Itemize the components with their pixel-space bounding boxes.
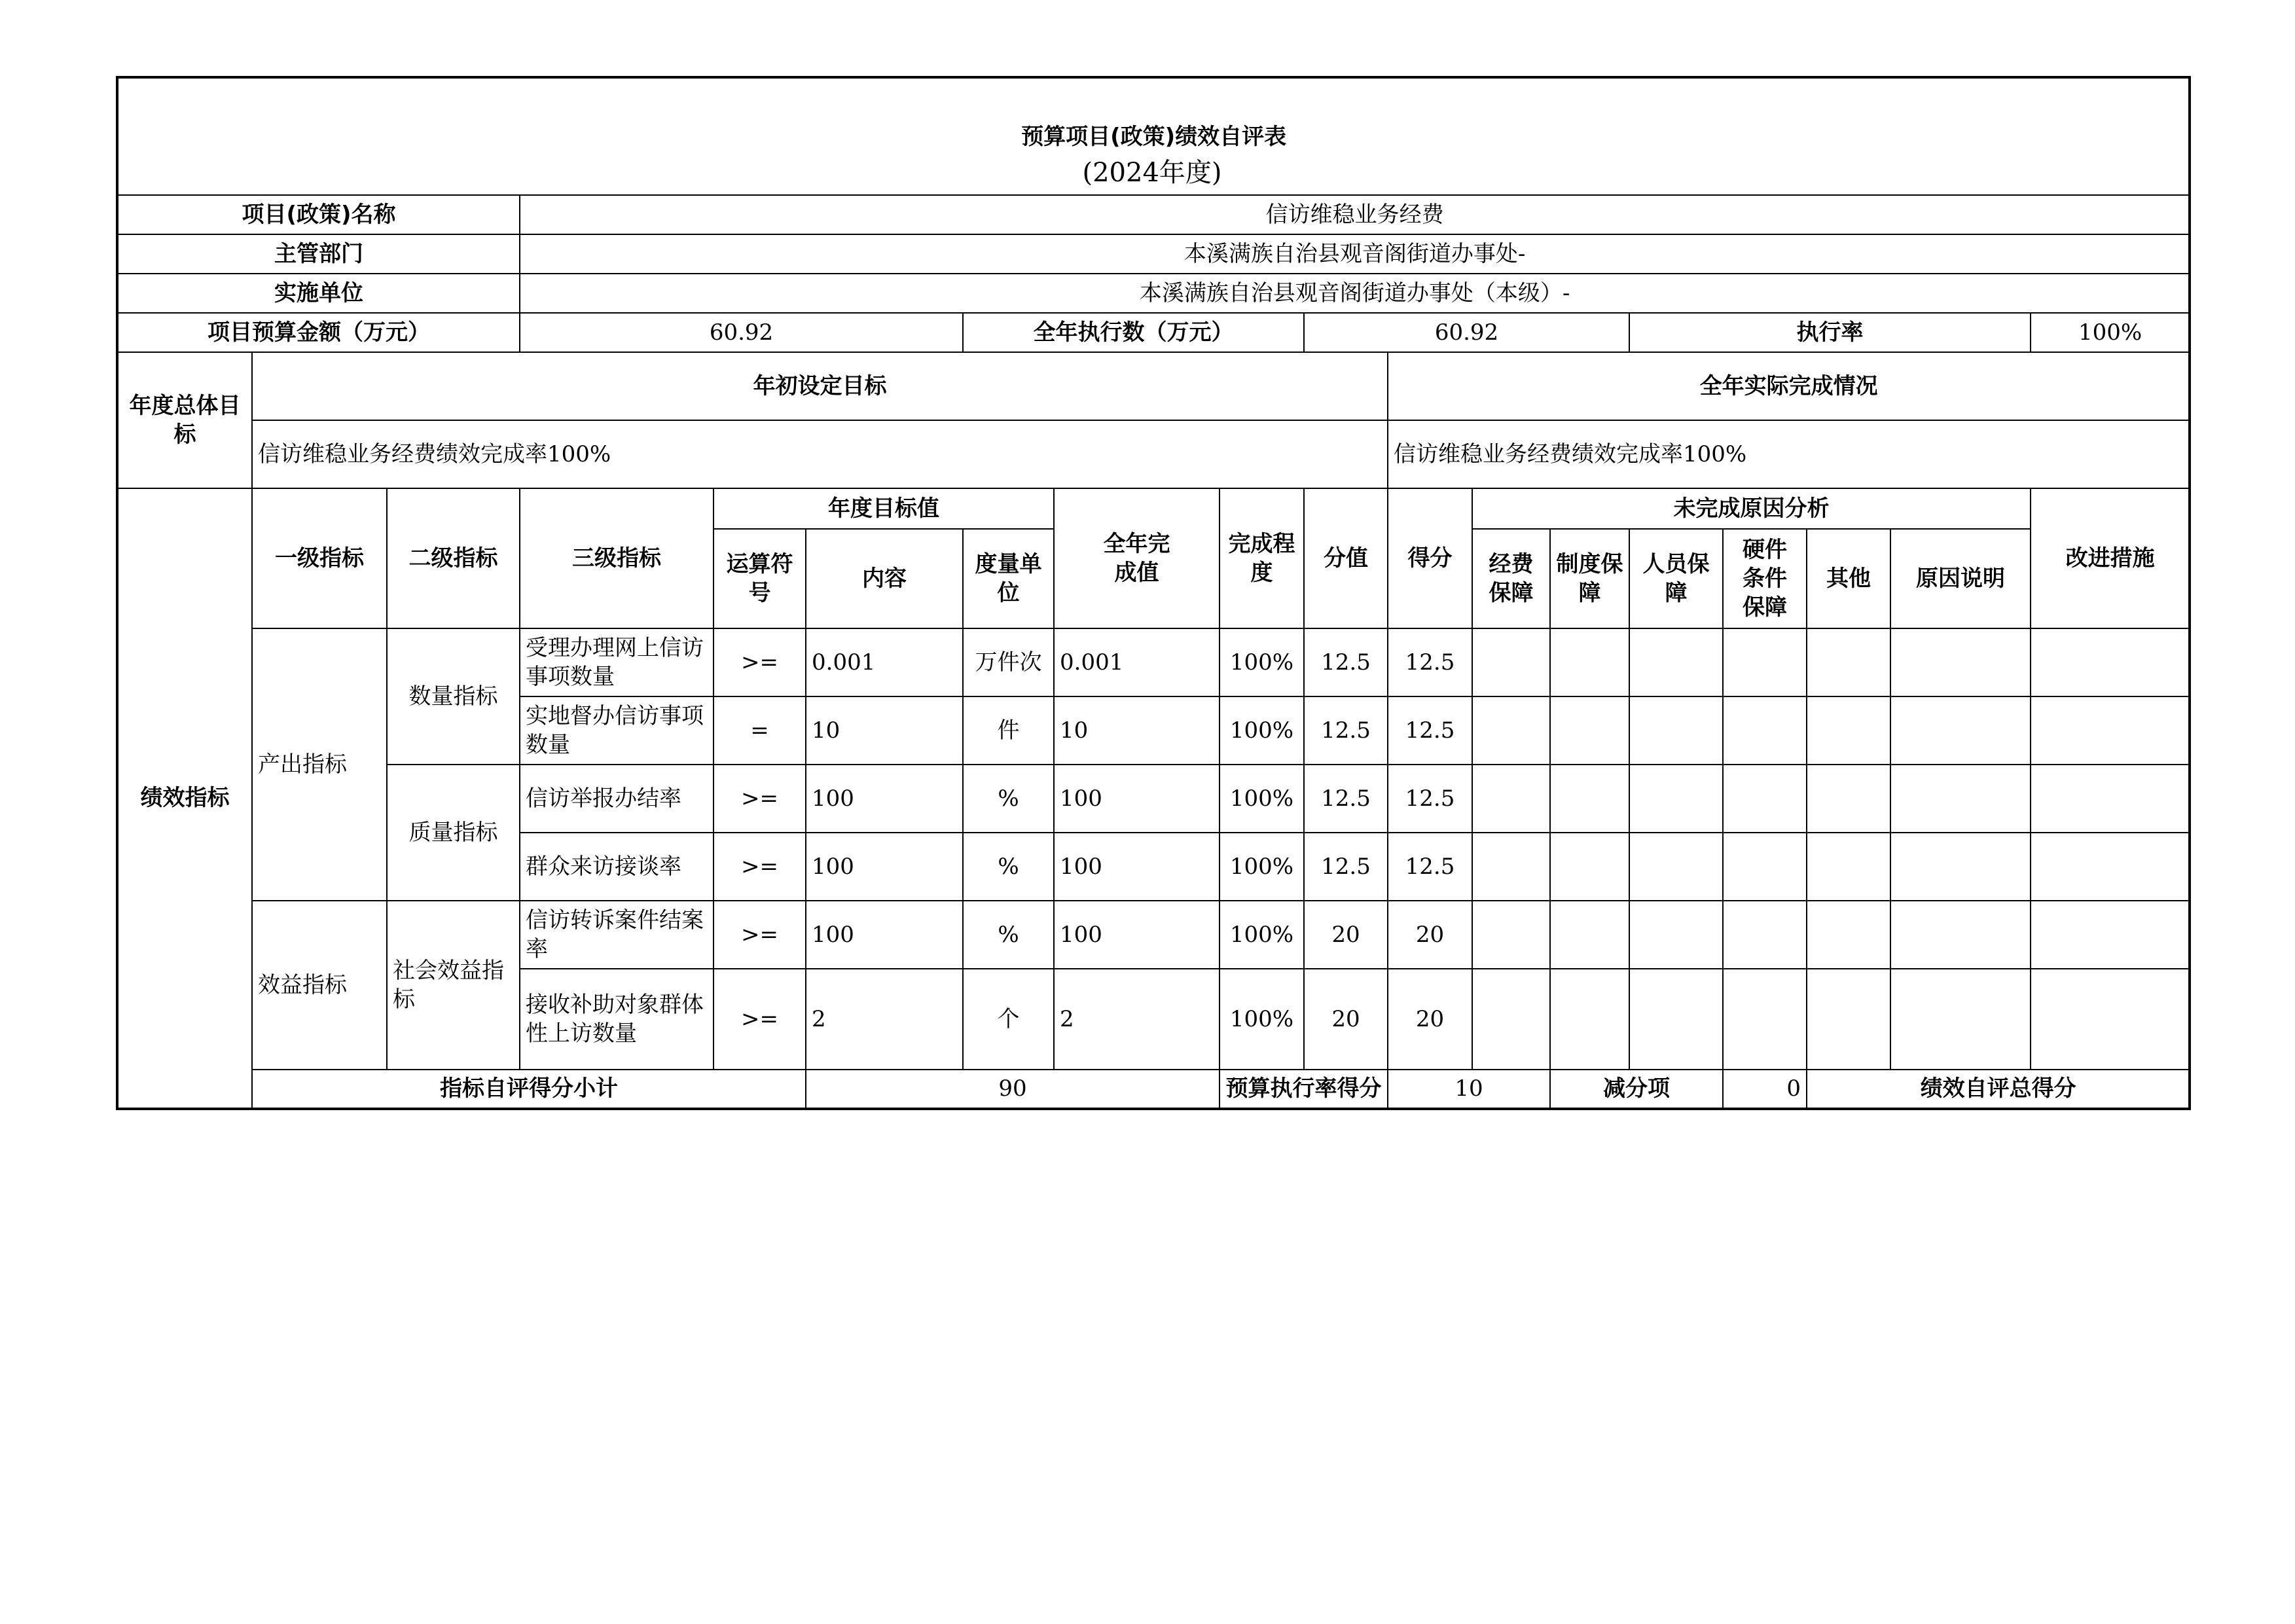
row-actual: 100 — [1054, 901, 1220, 969]
budget-score-label: 预算执行率得分 — [1220, 1070, 1388, 1109]
row-reason-cell — [1723, 969, 1807, 1070]
row-reason-cell — [1629, 696, 1723, 765]
deduction-value: 0 — [1723, 1070, 1807, 1109]
row-level3: 群众来访接谈率 — [520, 833, 714, 901]
row-level3: 接收补助对象群体性上访数量 — [520, 969, 714, 1070]
row-actual: 2 — [1054, 969, 1220, 1070]
row-reason-cell — [1807, 833, 1890, 901]
row-operator: >= — [714, 833, 806, 901]
row-reason-cell — [1472, 969, 1550, 1070]
row-improvement-cell — [2031, 628, 2190, 696]
deduction-label: 减分项 — [1550, 1070, 1723, 1109]
evaluation-table — [116, 76, 2191, 1110]
row-actual: 100 — [1054, 833, 1220, 901]
row-completion: 100% — [1220, 969, 1304, 1070]
row-score: 12.5 — [1388, 696, 1472, 765]
header-reason-staff: 人员保障 — [1629, 529, 1723, 628]
row-reason-cell — [1807, 628, 1890, 696]
header-operator: 运算符号 — [714, 529, 806, 628]
header-content: 内容 — [806, 529, 963, 628]
header-level3: 三级指标 — [520, 488, 714, 628]
performance-evaluation-sheet — [116, 76, 2188, 1110]
annual-goal-label: 年度总体目标 — [117, 352, 252, 488]
row-level3: 受理办理网上信访事项数量 — [520, 628, 714, 696]
header-unit: 度量单位 — [963, 529, 1054, 628]
row-reason-cell — [1472, 833, 1550, 901]
row-improvement-cell — [2031, 833, 2190, 901]
header-reason-system: 制度保障 — [1550, 529, 1629, 628]
row-operator: >= — [714, 765, 806, 833]
row-reason-cell — [1629, 969, 1723, 1070]
project-name-label: 项目(政策)名称 — [117, 195, 520, 234]
group-benefit: 效益指标 — [252, 901, 387, 1070]
row-reason-cell — [1472, 765, 1550, 833]
rate-label: 执行率 — [1629, 313, 2031, 352]
row-improvement-cell — [2031, 696, 2190, 765]
project-name-value: 信访维稳业务经费 — [520, 195, 2190, 234]
row-score-value: 20 — [1304, 969, 1388, 1070]
row-operator: = — [714, 696, 806, 765]
row-reason-cell — [1550, 696, 1629, 765]
row-reason-cell — [1550, 628, 1629, 696]
row-improvement-cell — [2031, 901, 2190, 969]
row-reason-cell — [1550, 969, 1629, 1070]
row-reason-cell — [1723, 628, 1807, 696]
row-improvement-cell — [2031, 765, 2190, 833]
row-score: 12.5 — [1388, 765, 1472, 833]
row-improvement-cell — [2031, 969, 2190, 1070]
indicators-section-label: 绩效指标 — [117, 488, 252, 1109]
header-reason-other: 其他 — [1807, 529, 1890, 628]
row-operator: >= — [714, 969, 806, 1070]
row-completion: 100% — [1220, 628, 1304, 696]
row-score-value: 12.5 — [1304, 765, 1388, 833]
row-content: 0.001 — [806, 628, 963, 696]
header-reason-desc: 原因说明 — [1890, 529, 2031, 628]
header-reason-group: 未完成原因分析 — [1472, 488, 2031, 529]
row-actual: 100 — [1054, 765, 1220, 833]
header-actual: 全年完成值 — [1054, 488, 1220, 628]
row-reason-cell — [1890, 969, 2031, 1070]
row-reason-cell — [1890, 765, 2031, 833]
row-reason-cell — [1723, 696, 1807, 765]
dept-value: 本溪满族自治县观音阁街道办事处- — [520, 234, 2190, 274]
row-score-value: 12.5 — [1304, 696, 1388, 765]
row-reason-cell — [1807, 765, 1890, 833]
row-reason-cell — [1890, 901, 2031, 969]
page-title: 预算项目(政策)绩效自评表 — [117, 77, 2190, 195]
row-completion: 100% — [1220, 765, 1304, 833]
row-level3: 实地督办信访事项数量 — [520, 696, 714, 765]
header-reason-funding: 经费保障 — [1472, 529, 1550, 628]
row-reason-cell — [1807, 901, 1890, 969]
row-reason-cell — [1629, 765, 1723, 833]
row-score: 12.5 — [1388, 628, 1472, 696]
row-reason-cell — [1890, 696, 2031, 765]
row-reason-cell — [1472, 901, 1550, 969]
row-score: 12.5 — [1388, 833, 1472, 901]
row-unit: % — [963, 833, 1054, 901]
row-content: 10 — [806, 696, 963, 765]
row-completion: 100% — [1220, 696, 1304, 765]
header-reason-hardware: 硬件条件保障 — [1723, 529, 1807, 628]
actual-goal-header: 全年实际完成情况 — [1388, 352, 2190, 420]
exec-label: 全年执行数（万元） — [963, 313, 1304, 352]
row-reason-cell — [1807, 696, 1890, 765]
row-reason-cell — [1472, 628, 1550, 696]
row-content: 100 — [806, 765, 963, 833]
row-score-value: 20 — [1304, 901, 1388, 969]
row-reason-cell — [1472, 696, 1550, 765]
header-score-value: 分值 — [1304, 488, 1388, 628]
row-content: 2 — [806, 969, 963, 1070]
total-label: 绩效自评总得分 — [1807, 1070, 2190, 1109]
initial-goal-text: 信访维稳业务经费绩效完成率100% — [252, 420, 1388, 488]
row-reason-cell — [1723, 765, 1807, 833]
budget-score-value: 10 — [1388, 1070, 1550, 1109]
group-quality: 质量指标 — [387, 765, 520, 901]
unit-label: 实施单位 — [117, 274, 520, 313]
row-level3: 信访举报办结率 — [520, 765, 714, 833]
row-actual: 0.001 — [1054, 628, 1220, 696]
subtotal-label: 指标自评得分小计 — [252, 1070, 806, 1109]
row-level3: 信访转诉案件结案率 — [520, 901, 714, 969]
header-target-group: 年度目标值 — [714, 488, 1054, 529]
row-score: 20 — [1388, 969, 1472, 1070]
row-operator: >= — [714, 628, 806, 696]
row-reason-cell — [1550, 765, 1629, 833]
group-quantity: 数量指标 — [387, 628, 520, 765]
row-unit: 万件次 — [963, 628, 1054, 696]
header-improvement: 改进措施 — [2031, 488, 2190, 628]
header-score: 得分 — [1388, 488, 1472, 628]
row-operator: >= — [714, 901, 806, 969]
row-completion: 100% — [1220, 833, 1304, 901]
row-unit: 件 — [963, 696, 1054, 765]
row-reason-cell — [1629, 901, 1723, 969]
header-completion: 完成程度 — [1220, 488, 1304, 628]
row-score-value: 12.5 — [1304, 833, 1388, 901]
row-content: 100 — [806, 833, 963, 901]
row-score-value: 12.5 — [1304, 628, 1388, 696]
row-score: 20 — [1388, 901, 1472, 969]
subtotal-value: 90 — [806, 1070, 1220, 1109]
budget-value: 60.92 — [520, 313, 963, 352]
actual-goal-text: 信访维稳业务经费绩效完成率100% — [1388, 420, 2190, 488]
row-content: 100 — [806, 901, 963, 969]
row-reason-cell — [1629, 833, 1723, 901]
group-output: 产出指标 — [252, 628, 387, 901]
row-actual: 10 — [1054, 696, 1220, 765]
row-reason-cell — [1890, 833, 2031, 901]
row-reason-cell — [1723, 901, 1807, 969]
row-reason-cell — [1629, 628, 1723, 696]
row-unit: % — [963, 901, 1054, 969]
row-unit: 个 — [963, 969, 1054, 1070]
year-label: (2024年度) — [1082, 158, 1222, 188]
header-level2: 二级指标 — [387, 488, 520, 628]
group-social: 社会效益指标 — [387, 901, 520, 1070]
dept-label: 主管部门 — [117, 234, 520, 274]
row-reason-cell — [1890, 628, 2031, 696]
exec-value: 60.92 — [1304, 313, 1629, 352]
header-level1: 一级指标 — [252, 488, 387, 628]
row-reason-cell — [1807, 969, 1890, 1070]
initial-goal-header: 年初设定目标 — [252, 352, 1388, 420]
row-reason-cell — [1550, 833, 1629, 901]
row-reason-cell — [1550, 901, 1629, 969]
row-completion: 100% — [1220, 901, 1304, 969]
rate-value: 100% — [2031, 313, 2190, 352]
row-unit: % — [963, 765, 1054, 833]
row-reason-cell — [1723, 833, 1807, 901]
unit-value: 本溪满族自治县观音阁街道办事处（本级）- — [520, 274, 2190, 313]
budget-label: 项目预算金额（万元） — [117, 313, 520, 352]
